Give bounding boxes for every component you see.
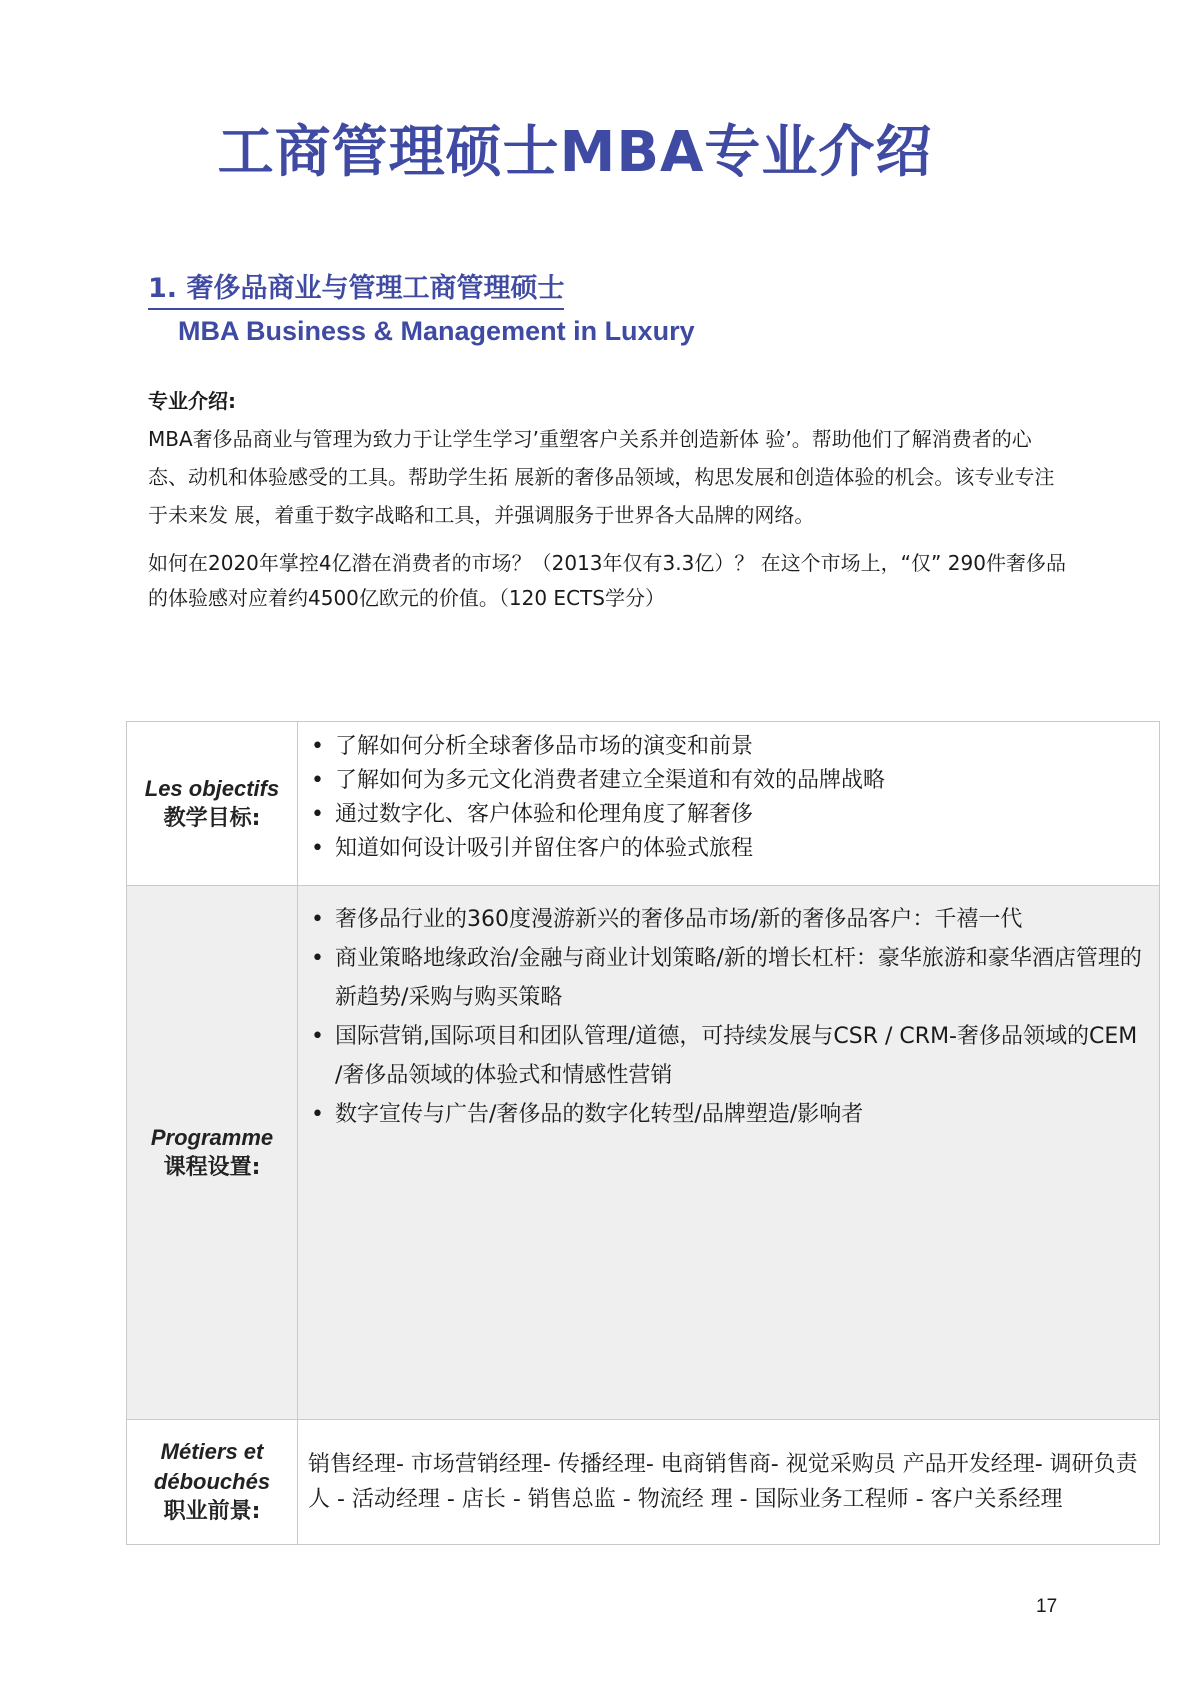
list-item: • 数字宣传与广告/奢侈品的数字化转型/品牌塑造/影响者 bbox=[311, 1095, 1148, 1134]
program-info-table bbox=[126, 721, 1160, 1545]
careers-label-fr-1: Métiers et bbox=[160, 1439, 264, 1464]
page-number: 17 bbox=[1036, 1596, 1058, 1617]
section-title-en: MBA Business & Management in Luxury bbox=[178, 316, 695, 346]
table-row bbox=[127, 722, 1160, 886]
objectives-label-zh: 教学目标: bbox=[163, 805, 261, 831]
list-item: • 了解如何分析全球奢侈品市场的演变和前景 bbox=[311, 730, 1158, 764]
programme-content bbox=[298, 886, 1160, 1420]
list-item: • 奢侈品行业的360度漫游新兴的奢侈品市场/新的奢侈品客户：千禧一代 bbox=[311, 900, 1148, 939]
list-item: • 通过数字化、客户体验和伦理角度了解奢侈 bbox=[311, 798, 1158, 832]
intro-block bbox=[148, 382, 1068, 616]
list-item: • 商业策略地缘政治/金融与商业计划策略/新的增长杠杆：豪华旅游和豪华酒店管理的新趋势/采购与购买策略 bbox=[311, 939, 1148, 1017]
programme-label-zh: 课程设置: bbox=[163, 1154, 261, 1180]
section-title-zh-text: 奢侈品商业与管理工商管理硕士 bbox=[186, 273, 565, 304]
careers-label-fr-2: débouchés bbox=[153, 1469, 271, 1494]
programme-header bbox=[127, 886, 298, 1420]
objectives-list bbox=[299, 730, 1158, 866]
table-row bbox=[127, 886, 1160, 1420]
list-item: • 国际营销,国际项目和团队管理/道德，可持续发展与CSR / CRM-奢侈品领域的CEM /奢侈品领域的体验式和情感性营销 bbox=[311, 1017, 1148, 1095]
careers-header bbox=[127, 1420, 298, 1545]
list-item: • 知道如何设计吸引并留住客户的体验式旅程 bbox=[311, 832, 1158, 866]
intro-label: 专业介绍: bbox=[148, 389, 236, 413]
programme-list bbox=[299, 900, 1158, 1134]
table-row bbox=[127, 1420, 1160, 1545]
list-item: • 了解如何为多元文化消费者建立全渠道和有效的品牌战略 bbox=[311, 764, 1158, 798]
page-title: 工商管理硕士MBA专业介绍 bbox=[217, 120, 933, 185]
section-heading bbox=[148, 266, 695, 347]
programme-label-fr: Programme bbox=[150, 1124, 274, 1150]
objectives-header bbox=[127, 722, 298, 886]
intro-paragraph-1: MBA奢侈品商业与管理为致力于让学生学习’重塑客户关系并创造新体 验’。帮助他们了解消费者的心态、动机和体验感受的工具。帮助学生拓 展新的奢侈品领域，构思发展和创造体验的机会。该专业专注于未来发 展，着重于数字战略和工具，并强调服务于世界各大品牌的网络。 bbox=[148, 427, 1055, 527]
objectives-label-fr: Les objectifs bbox=[144, 775, 280, 801]
objectives-content bbox=[298, 722, 1160, 886]
careers-label-zh: 职业前景: bbox=[163, 1499, 261, 1524]
section-title-zh bbox=[148, 266, 564, 310]
careers-content: 销售经理- 市场营销经理- 传播经理- 电商销售商- 视觉采购员 产品开发经理- 调研负责人 - 活动经理 - 店长 - 销售总监 - 物流经 理 - 国际业务工程师 - 客户关系经理 bbox=[298, 1420, 1160, 1545]
section-number: 1. bbox=[148, 273, 178, 304]
intro-paragraph-2: 如何在2020年掌控4亿潜在消费者的市场？（2013年仅有3.3亿）？ 在这个市场上，“仅” 290件奢侈品的体验感对应着约4500亿欧元的价值。（120 ECTS学分） bbox=[148, 551, 1066, 610]
